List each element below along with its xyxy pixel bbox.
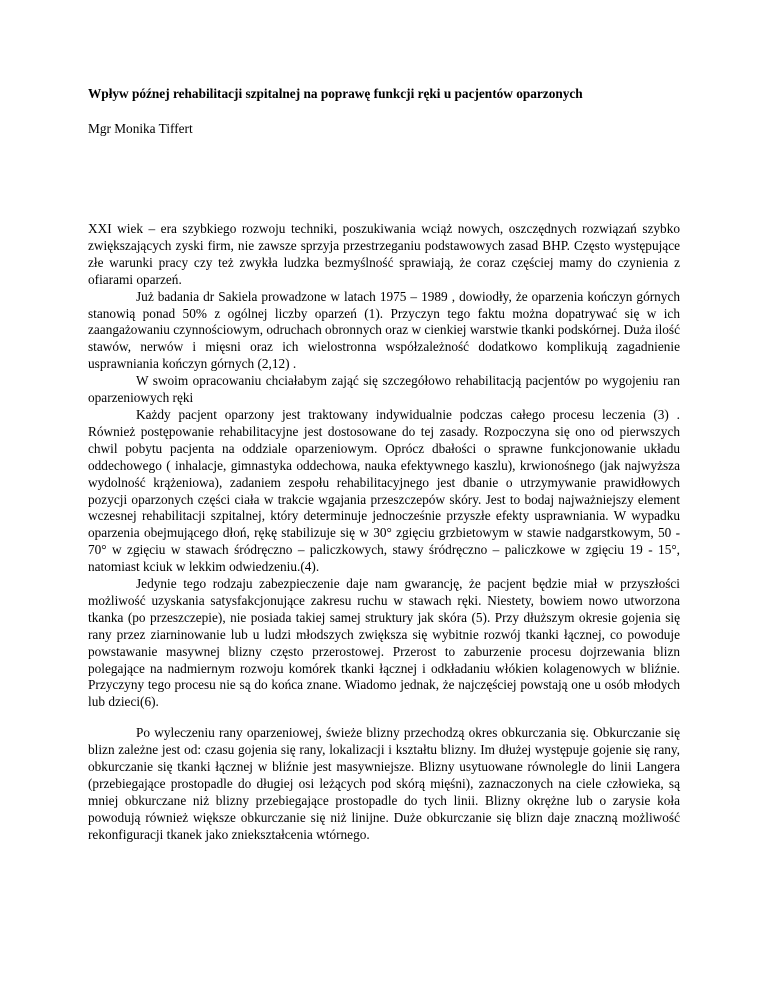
document-author: Mgr Monika Tiffert: [88, 121, 193, 136]
paragraph-early-rehabilitation: Każdy pacjent oparzony jest traktowany indywidualnie podczas całego procesu leczenia (3) . Również postępowanie rehabilitacyjne jest dostosowane do tej zasady. Rozpoczyna się ono od pierwszych chwil pobytu pacjenta na oddziale oparzeniowym. Oprócz dbałości o sprawne funkcjonowanie układu oddechowego ( inhalacje, gimnastyka oddechowa, nauka efektywnego kaszlu), krwionośnego (jak najwyższa wydolność krążeniowa), zadaniem zespołu rehabilitacyjnego jest dbanie o utrzymywanie prawidłowych pozycji oparzonych części ciała w trakcie wgajania przeszczepów skóry. Jest to bodaj najważniejszy element wczesnej rehabilitacji szpitalnej, który determinuje jednocześnie przyszłe efekty usprawniania. W wypadku oparzenia obejmującego dłoń, rękę stabilizuje się w 30° zgięciu grzbietowym w stawie nadgarstkowym, 50 - 70° w zgięciu w stawach śródręczno – paliczkowych, stawy śródręczno – paliczkowe w zgięciu 19 - 15°, natomiast kciuk w lekkim odwiedzeniu.(4).: [88, 406, 680, 575]
document-body: [88, 221, 680, 844]
paragraph-aim: W swoim opracowaniu chciałabym zająć się szczegółowo rehabilitacją pacjentów po wygojeniu ran oparzeniowych ręki: [88, 373, 680, 406]
document-title: Wpływ późnej rehabilitacji szpitalnej na poprawę funkcji ręki u pacjentów oparzonych: [88, 86, 583, 101]
paragraph-scar-contraction: Po wyleczeniu rany oparzeniowej, świeże blizny przechodzą okres obkurczania się. Obkurczanie się blizn zależne jest od: czasu gojenia się rany, lokalizacji i kształtu blizny. Im dłużej występuje gojenie się rany, obkurczanie się tkanki łącznej w bliźnie jest masywniejsze. Blizny usytuowane równolegle do linii Langera (przebiegające prostopadle do długiej osi leżących pod skórą mięśni), zaznaczonych na ciele człowieka, są mniej obkurczane niż blizny przebiegające prostopadle do tych linii. Blizny okrężne lub o zarysie koła powodują również większe obkurczanie się niż linijne. Duże obkurczanie się blizn daje znaczną możliwość rekonfiguracji tkanek jako zniekształcenia wtórnego.: [88, 725, 680, 842]
paragraph-statistics: Już badania dr Sakiela prowadzone w latach 1975 – 1989 , dowiodły, że oparzenia kończyn górnych stanowią ponad 50% z ogólnej liczby oparzeń (1). Przyczyn tego faktu można dopatrywać się w ich zaangażowaniu czynnościowym, odruchach obronnych oraz w cienkiej warstwie tkanki podskórnej. Duża ilość stawów, nerwów i mięsni oraz ich wielostronna współzależność dodatkowo komplikują zagadnienie usprawniania kończyn górnych (2,12) .: [88, 288, 680, 372]
paragraph-intro: XXI wiek – era szybkiego rozwoju techniki, poszukiwania wciąż nowych, oszczędnych rozwiązań szybko zwiększających zyski firm, nie zawsze sprzyja przestrzeganiu podstawowych zasad BHP. Często występujące złe warunki pracy czy też zwykła ludzka bezmyślność sprawiają, że coraz częściej mamy do czynienia z ofiarami oparzeń.: [88, 221, 680, 287]
paragraph-scarring: Jedynie tego rodzaju zabezpieczenie daje nam gwarancję, że pacjent będzie miał w przyszłości możliwość uzyskania satysfakcjonujące zakresu ruchu w stawach ręki. Niestety, bowiem nowo utworzona tkanka (po przeszczepie), nie posiada takiej samej struktury jak skóra (5). Przy dłuższym okresie gojenia się rany przez ziarninowanie lub u ludzi młodszych zwiększa się wybitnie rozwój tkanki łącznej, co powoduje powstawanie masywnej blizny często przerostowej. Przerost to zaburzenie procesu dojrzewania blizn polegające na nadmiernym rozwoju komórek tkanki łącznej i odkładaniu włókien kolagenowych w bliźnie. Przyczyny tego procesu nie są do końca znane. Wiadomo jednak, że najczęściej powstają one u osób młodych lub dzieci(6).: [88, 576, 680, 710]
